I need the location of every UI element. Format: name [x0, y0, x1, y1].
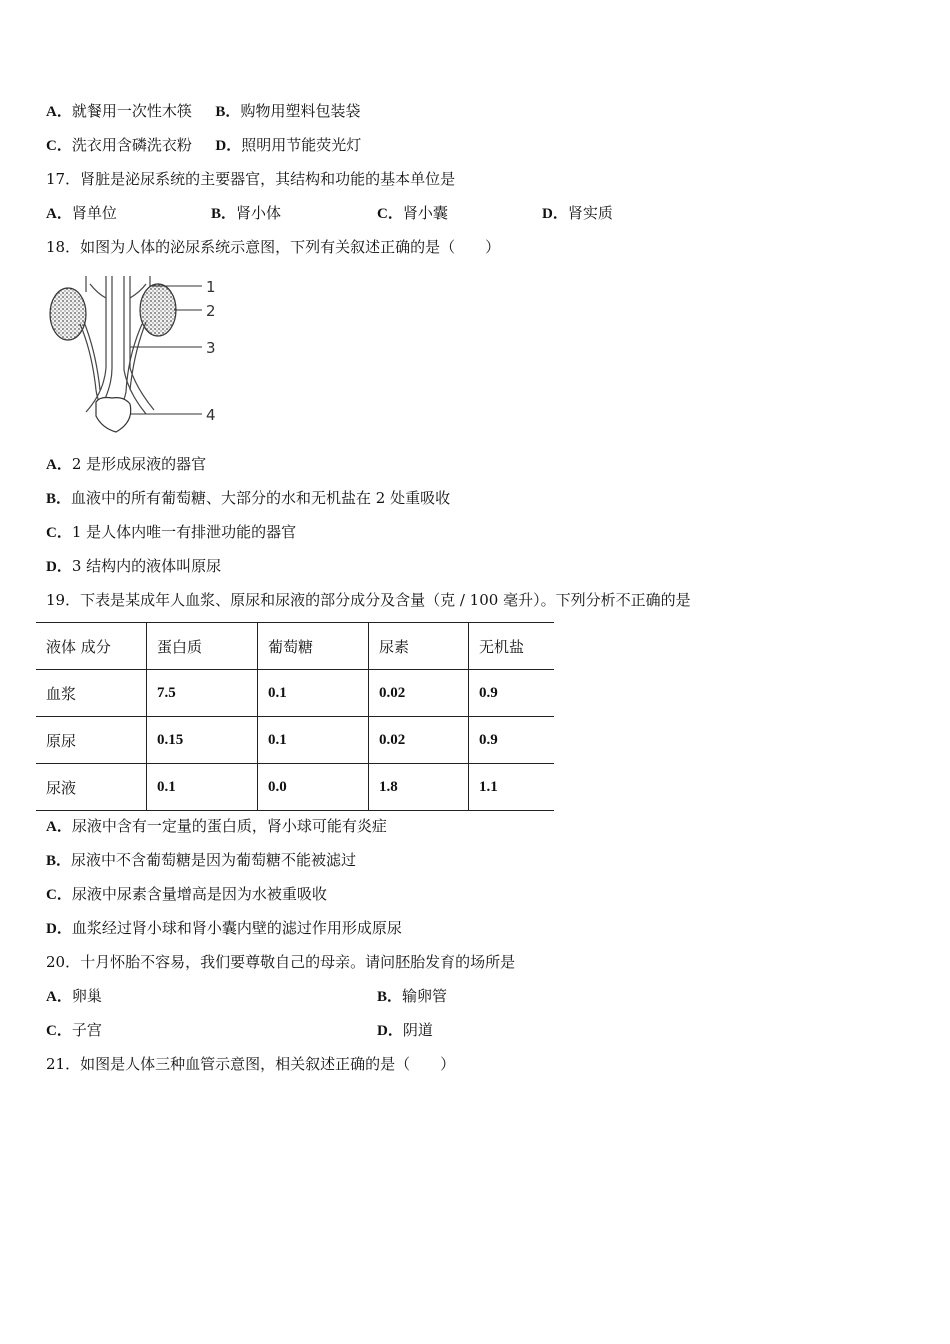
q16-option-a-text: 就餐用一次性木筷	[71, 102, 192, 120]
table-cell: 0.1	[147, 764, 258, 811]
bladder	[96, 398, 131, 433]
figure-label-1: 1	[206, 278, 216, 296]
q16-option-row-ab	[46, 101, 360, 122]
q16-option-b-text: 购物用塑料包装袋	[240, 102, 361, 120]
table-cell: 0.15	[147, 717, 258, 764]
q16-option-a-letter: A．	[46, 104, 72, 120]
table-cell: 尿液	[36, 764, 147, 811]
composition-table	[36, 622, 554, 811]
q18-option-a: A．2 是形成尿液的器官	[46, 455, 207, 473]
table-row	[36, 670, 554, 717]
table-cell: 0.9	[469, 717, 555, 764]
table-header-cell: 液体 成分	[36, 623, 147, 670]
table-cell: 0.9	[469, 670, 555, 717]
q19-stem: 19．下表是某成年人血浆、原尿和尿液的部分成分及含量（克 / 100 毫升）。下列分析不正确的是	[46, 591, 691, 609]
q19-option-d: D．血浆经过肾小球和肾小囊内壁的滤过作用形成原尿	[46, 919, 402, 937]
ureters	[80, 322, 146, 408]
table-header-cell: 尿素	[369, 623, 469, 670]
table-row	[36, 717, 554, 764]
table-cell: 0.1	[258, 717, 369, 764]
table-header-cell: 葡萄糖	[258, 623, 369, 670]
table-header-cell: 蛋白质	[147, 623, 258, 670]
table-row	[36, 764, 554, 811]
left-kidney	[50, 288, 86, 340]
q16-option-c-text: 洗衣用含磷洗衣粉	[71, 136, 192, 154]
q18-option-c: C．1 是人体内唯一有排泄功能的器官	[46, 523, 297, 541]
q17-option-c: C．肾小囊	[377, 204, 448, 222]
q21-stem: 21．如图是人体三种血管示意图，相关叙述正确的是（ ）	[46, 1055, 456, 1073]
q17-option-a: A．肾单位	[46, 204, 117, 222]
table-cell: 原尿	[36, 717, 147, 764]
table-header-cell: 无机盐	[469, 623, 555, 670]
table-cell: 0.0	[258, 764, 369, 811]
q18-option-b: B．血液中的所有葡萄糖、大部分的水和无机盐在 2 处重吸收	[46, 489, 451, 507]
q17-stem: 17．肾脏是泌尿系统的主要器官，其结构和功能的基本单位是	[46, 170, 456, 188]
q19-option-b: B．尿液中不含葡萄糖是因为葡萄糖不能被滤过	[46, 851, 357, 869]
figure-label-3: 3	[206, 339, 216, 357]
table-cell: 1.8	[369, 764, 469, 811]
q16-option-b-letter: B．	[215, 104, 241, 120]
urinary-system-diagram	[46, 272, 226, 438]
q19-option-a: A．尿液中含有一定量的蛋白质，肾小球可能有炎症	[46, 817, 387, 835]
table-cell: 1.1	[469, 764, 555, 811]
q18-option-d: D．3 结构内的液体叫原尿	[46, 557, 222, 575]
figure-label-4: 4	[206, 406, 216, 424]
table-cell: 0.02	[369, 670, 469, 717]
table-cell: 0.02	[369, 717, 469, 764]
q17-option-b: B．肾小体	[211, 204, 282, 222]
q16-option-d-letter: D．	[215, 138, 242, 154]
figure-label-2: 2	[206, 302, 216, 320]
q16-option-c-letter: C．	[46, 138, 72, 154]
q19-option-c: C．尿液中尿素含量增高是因为水被重吸收	[46, 885, 327, 903]
q16-option-row-cd	[46, 135, 361, 156]
q17-option-d: D．肾实质	[542, 204, 613, 222]
q20-option-b: B．输卵管	[377, 987, 448, 1005]
table-cell: 血浆	[36, 670, 147, 717]
table-cell: 7.5	[147, 670, 258, 717]
table-header-row	[36, 623, 554, 670]
q20-stem: 20．十月怀胎不容易，我们要尊敬自己的母亲。请问胚胎发育的场所是	[46, 953, 516, 971]
q20-option-d: D．阴道	[377, 1021, 433, 1039]
q20-option-a: A．卵巢	[46, 987, 102, 1005]
q16-option-d-text: 照明用节能荧光灯	[241, 136, 362, 154]
q18-stem: 18．如图为人体的泌尿系统示意图，下列有关叙述正确的是（ ）	[46, 238, 501, 256]
q20-option-c: C．子宫	[46, 1021, 102, 1039]
right-kidney	[140, 284, 176, 336]
table-cell: 0.1	[258, 670, 369, 717]
